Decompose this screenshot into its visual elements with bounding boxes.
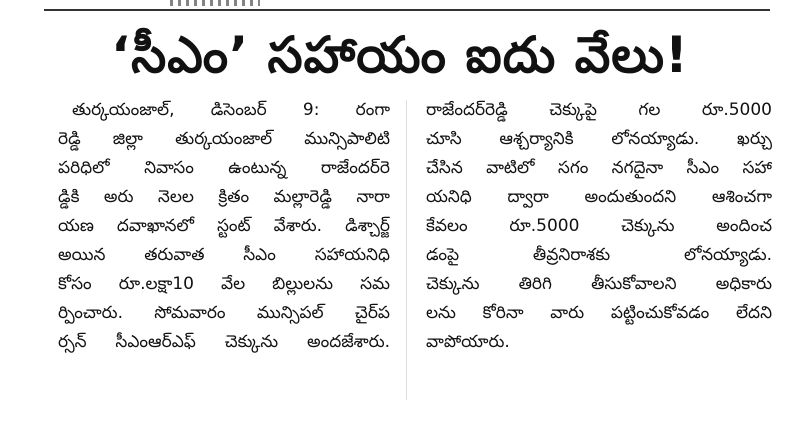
body-line: డ్డికి అరు నెలల క్రితం మల్లారెడ్డి నారా <box>58 187 390 207</box>
article-headline: ‘సీఎం’ సహాయం ఐదు వేలు! <box>111 26 689 84</box>
body-line: యనిధి ద్వారా అందుతుందని ఆశించగా <box>426 187 772 207</box>
body-line: లను కోరినా వారు పట్టించుకోవడం లేదని <box>426 303 772 323</box>
article-column-left <box>58 96 390 357</box>
body-line: కోసం రూ.లక్షా10 వేల బిల్లులను సమ <box>58 274 390 294</box>
body-line: చెక్కును తిరిగి తీసుకోవాలని అధికారు <box>426 274 772 294</box>
body-line: వాపోయారు. <box>426 332 510 352</box>
body-line: పరిధిలో నివాసం ఉంటున్న రాజేందర్‌రె <box>58 158 390 178</box>
body-line: ర్పించారు. సోమవారం మున్సిపల్ చైర్‌ప <box>58 303 390 323</box>
clipped-previous-text <box>170 0 260 8</box>
body-line: రెడ్డి జిల్లా తుర్కయంజాల్ మున్సిపాలిటి <box>58 129 390 149</box>
column-gutter <box>406 100 407 400</box>
body-line: రాజేందర్‌రెడ్డి చెక్కుపై గల రూ.5000 <box>426 100 772 120</box>
body-line: కేవలం రూ.5000 చెక్కును అందించ <box>426 216 772 236</box>
article-column-right <box>426 96 772 357</box>
body-line: చూసి ఆశ్చర్యానికి లోనయ్యాడు. ఖర్చు <box>426 129 772 149</box>
body-line: తుర్కయంజాల్, డిసెంబర్ 9: రంగా <box>72 100 390 120</box>
body-line: చేసిన వాటిలో సగం నగదైనా సీఎం సహా <box>426 158 772 178</box>
body-line: యణ దవాఖానలో స్టంట్ వేశారు. డిశ్చార్జ్ <box>58 216 390 236</box>
body-line: అయిన తరువాత సీఎం సహాయనిధి <box>58 245 390 265</box>
article-body <box>58 96 772 410</box>
body-line: డంపై తీవ్రనిరాశకు లోనయ్యాడు. <box>426 245 772 265</box>
top-rule <box>44 9 770 11</box>
body-line: ర్సన్ సీఎంఆర్‌ఎఫ్ చెక్కును అందజేశారు. <box>58 332 390 352</box>
